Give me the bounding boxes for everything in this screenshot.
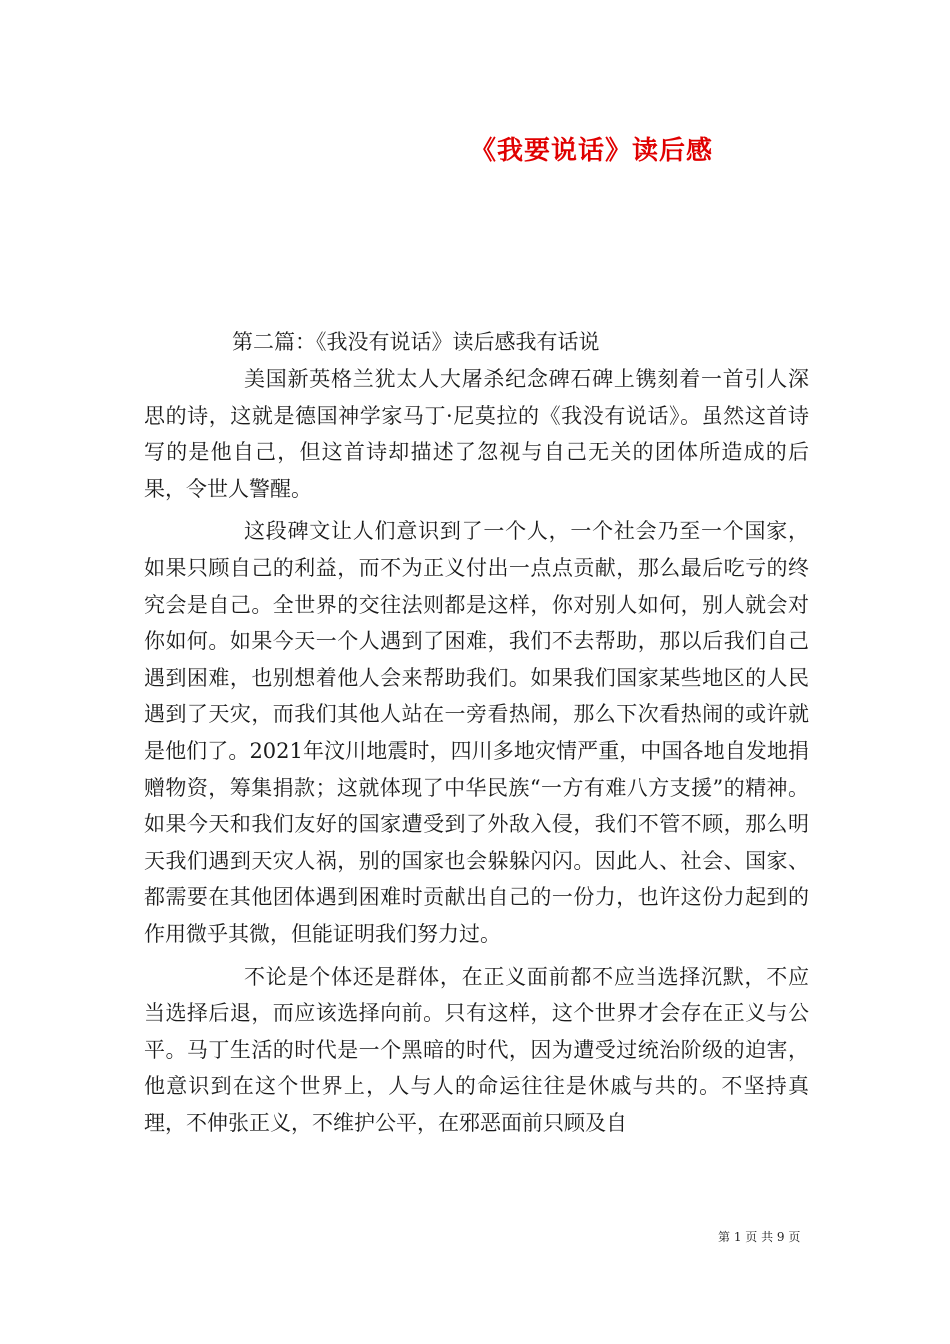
- paragraph-1: 美国新英格兰犹太人大屠杀纪念碑石碑上镌刻着一首引人深思的诗，这就是德国神学家马丁·尼莫拉的《我没有说话》。虽然这首诗写的是他自己，但这首诗却描述了忽视与自己无关的团体所造成的后果，令世人警醒。: [144, 367, 809, 501]
- section-heading: 第二篇：《我没有说话》读后感我有话说: [232, 330, 600, 354]
- page-number: 第 1 页 共 9 页: [718, 1230, 801, 1244]
- paragraph-2: 这段碑文让人们意识到了一个人，一个社会乃至一个国家，如果只顾自己的利益，而不为正义付出一点点贡献，那么最后吃亏的终究会是自己。全世界的交往法则都是这样，你对别人如何，别人就会对你如何。如果今天一个人遇到了困难，我们不去帮助，那以后我们自己遇到困难，也别想着他人会来帮助我们。如果我们国家某些地区的人民遇到了天灾，而我们其他人站在一旁看热闹，那么下次看热闹的或许就是他们了。2021年汶川地震时，四川多地灾情严重，中国各地自发地捐赠物资，筹集捐款；这就体现了中华民族“一方有难八方支援”的精神。如果今天和我们友好的国家遭受到了外敌入侵，我们不管不顾，那么明天我们遇到天灾人祸，别的国家也会躲躲闪闪。因此人、社会、国家、都需要在其他团体遇到困难时贡献出自己的一份力，也许这份力起到的作用微乎其微，但能证明我们努力过。: [144, 519, 809, 946]
- paragraph-3: 不论是个体还是群体，在正义面前都不应当选择沉默，不应当选择后退，而应该选择向前。只有这样，这个世界才会存在正义与公平。马丁生活的时代是一个黑暗的时代，因为遭受过统治阶级的迫害，他意识到在这个世界上，人与人的命运往往是休戚与共的。不坚持真理，不伸张正义，不维护公平，在邪恶面前只顾及自: [144, 964, 809, 1135]
- body-text: [144, 361, 809, 1141]
- document-title: 《我要说话》读后感: [470, 136, 714, 166]
